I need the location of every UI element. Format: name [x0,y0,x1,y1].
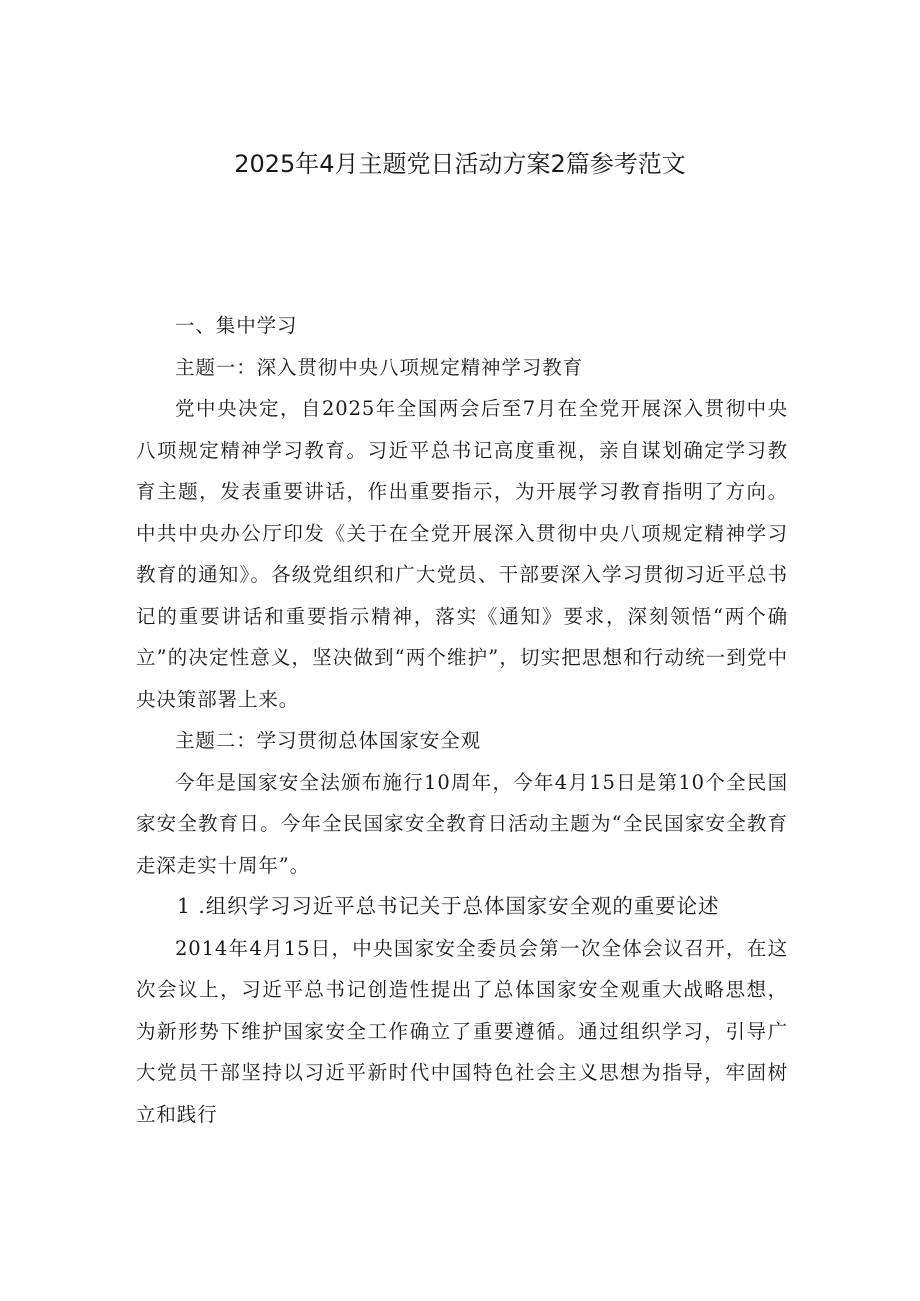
document-body [136,305,788,1135]
theme-one-paragraph: 党中央决定，自2025年全国两会后至7月在全党开展深入贯彻中央八项规定精神学习教育。习近平总书记高度重视，亲自谋划确定学习教育主题，发表重要讲话，作出重要指示，为开展学习教育指明了方向。中共中央办公厅印发《关于在全党开展深入贯彻中央八项规定精神学习教育的通知》。各级党组织和广大党员、干部要深入学习贯彻习近平总书记的重要讲话和重要指示精神，落实《通知》要求，深刻领悟“两个确立”的决定性意义，坚决做到“两个维护”，切实把思想和行动统一到党中央决策部署上来。 [136,397,788,711]
theme-two-paragraph: 今年是国家安全法颁布施行10周年，今年4月15日是第10个全民国家安全教育日。今年全民国家安全教育日活动主题为“全民国家安全教育走深走实十周年”。 [136,770,788,877]
subsection-heading-1: 1 .组织学习习近平总书记关于总体国家安全观的重要论述 [177,894,720,918]
theme-one-heading: 主题一：深入贯彻中央八项规定精神学习教育 [175,355,584,379]
document-title: 2025年4月主题党日活动方案2篇参考范文 [234,150,686,178]
theme-two-heading: 主题二：学习贯彻总体国家安全观 [175,729,482,752]
section-heading-centralized-study: 一、集中学习 [175,314,298,337]
subsection-1-paragraph: 2014年4月15日，中央国家安全委员会第一次全体会议召开，在这次会议上，习近平总书记创造性提出了总体国家安全观重大战略思想，为新形势下维护国家安全工作确立了重要遵循。通过组织学习，引导广大党员干部坚持以习近平新时代中国特色社会主义思想为指导，牢固树立和践行 [136,936,788,1126]
